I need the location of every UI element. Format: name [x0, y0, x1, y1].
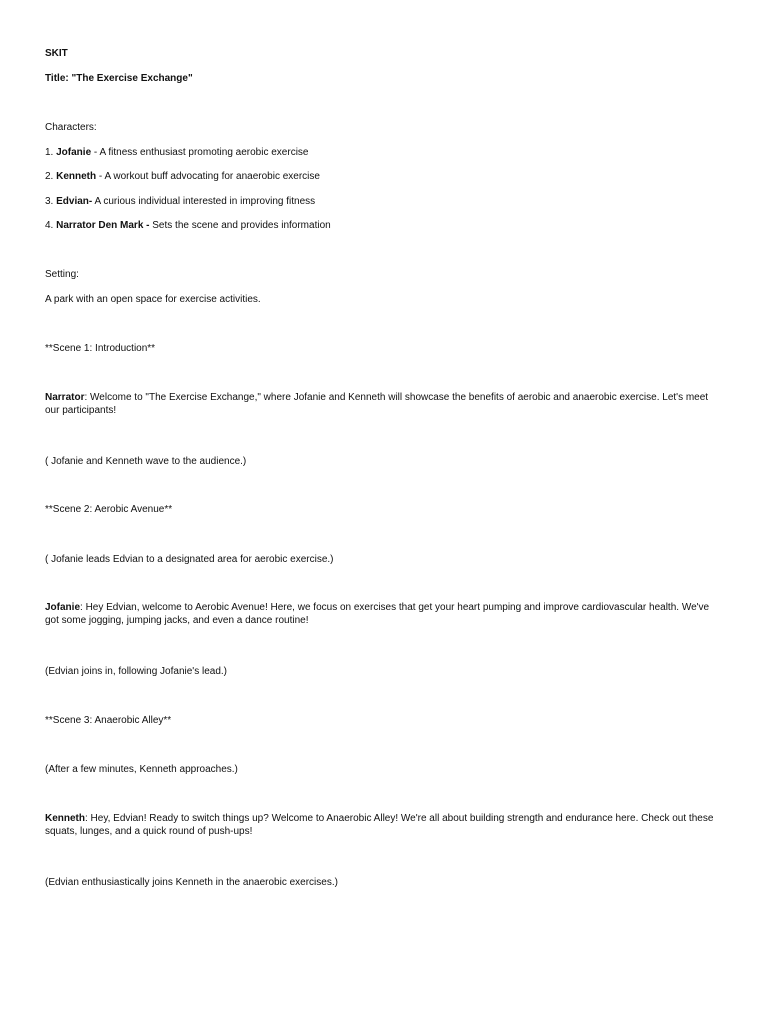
- character-item: 2. Kenneth - A workout buff advocating for anaerobic exercise: [45, 171, 320, 182]
- dialogue-kenneth: Kenneth: Hey, Edvian! Ready to switch things up? Welcome to Anaerobic Alley! We're all about building strength and endurance here. Check out these squats, lunges, and a quick round of push-ups!: [45, 813, 714, 837]
- character-item: 4. Narrator Den Mark - Sets the scene and provides information: [45, 220, 331, 231]
- characters-label: Characters:: [45, 122, 97, 133]
- stage-direction: ( Jofanie leads Edvian to a designated area for aerobic exercise.): [45, 554, 334, 565]
- scene-heading: **Scene 2: Aerobic Avenue**: [45, 504, 173, 515]
- heading: SKIT: [45, 48, 68, 59]
- setting-text: A park with an open space for exercise activities.: [45, 294, 261, 305]
- stage-direction: (After a few minutes, Kenneth approaches.): [45, 764, 238, 775]
- dialogue-narrator: Narrator: Welcome to "The Exercise Exchange," where Jofanie and Kenneth will showcase the benefits of aerobic and anaerobic exercise. Let's meet our participants!: [45, 392, 709, 416]
- scene-heading: **Scene 1: Introduction**: [45, 343, 156, 354]
- dialogue-jofanie: Jofanie: Hey Edvian, welcome to Aerobic Avenue! Here, we focus on exercises that get your heart pumping and improve cardiovascular health. We've got some jogging, jumping jacks, and even a dance routine!: [45, 602, 710, 626]
- title: Title: "The Exercise Exchange": [45, 73, 193, 84]
- stage-direction: (Edvian joins in, following Jofanie's lead.): [45, 666, 228, 677]
- stage-direction: ( Jofanie and Kenneth wave to the audience.): [45, 456, 247, 467]
- stage-direction: (Edvian enthusiastically joins Kenneth in the anaerobic exercises.): [45, 877, 338, 888]
- setting-label: Setting:: [45, 269, 79, 280]
- character-item: 1. Jofanie - A fitness enthusiast promoting aerobic exercise: [45, 147, 309, 158]
- character-item: 3. Edvian- A curious individual interested in improving fitness: [45, 196, 316, 207]
- scene-heading: **Scene 3: Anaerobic Alley**: [45, 715, 172, 726]
